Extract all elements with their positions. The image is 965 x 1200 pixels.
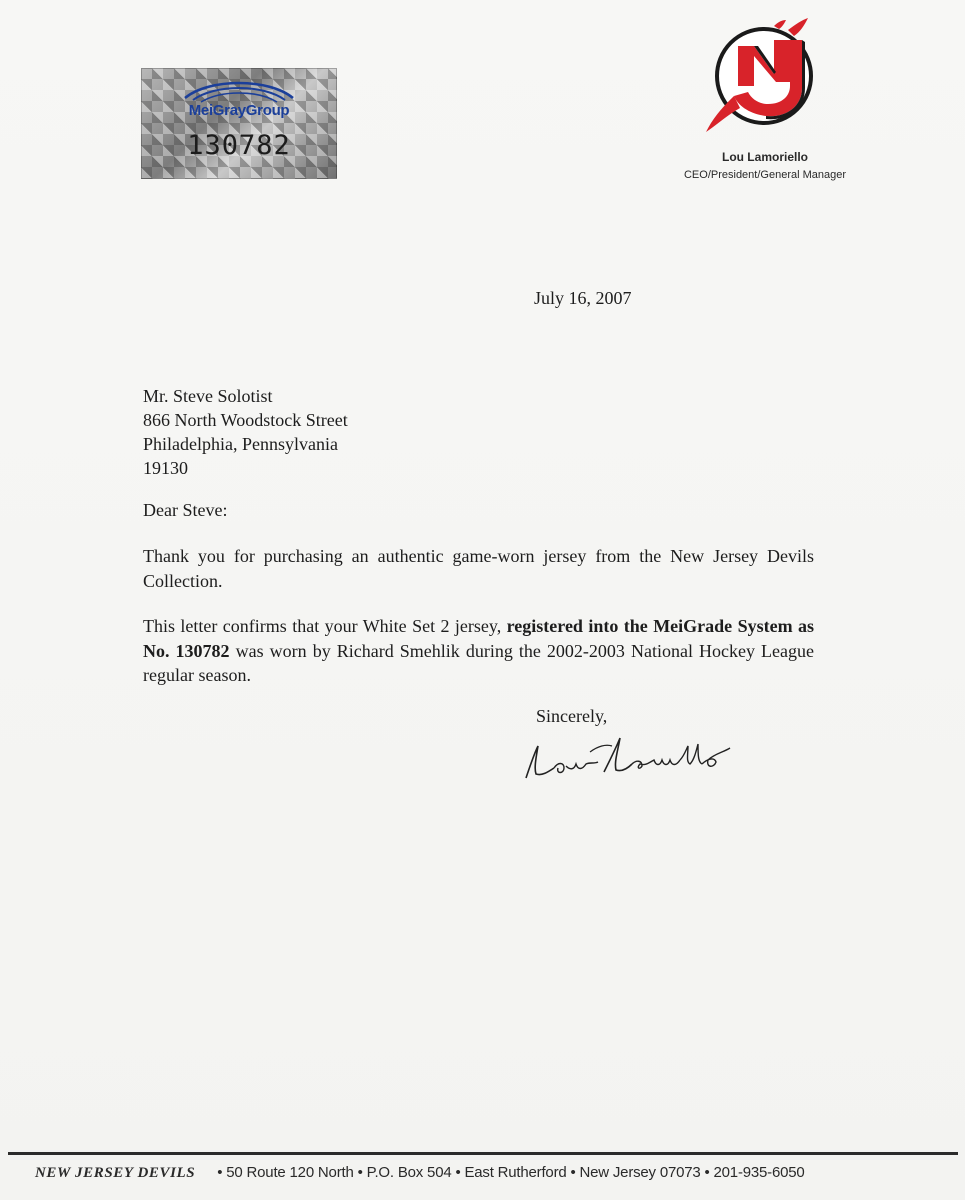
executive-title: CEO/President/General Manager <box>683 169 847 181</box>
meigray-arcs-icon <box>179 74 299 104</box>
salutation: Dear Steve: <box>143 500 228 520</box>
footer-address: • 50 Route 120 North • P.O. Box 504 • East Rutherford • New Jersey 07073 • 201-935-6050 <box>217 1164 805 1181</box>
letter-date: July 16, 2007 <box>534 288 632 308</box>
footer-team-name: NEW JERSEY DEVILS <box>35 1165 196 1181</box>
executive-name: Lou Lamoriello <box>721 150 808 164</box>
recipient-address <box>143 384 348 480</box>
signature <box>520 732 735 786</box>
recipient-city-state: Philadelphia, Pennsylvania <box>143 434 338 454</box>
recipient-name: Mr. Steve Solotist <box>143 386 273 406</box>
recipient-street: 866 North Woodstock Street <box>143 410 348 430</box>
footer-rule <box>8 1152 958 1155</box>
letterhead-footer <box>35 1164 955 1182</box>
hologram-sticker <box>141 68 337 179</box>
new-jersey-devils-logo-icon <box>704 16 824 134</box>
hologram-brand: MeiGrayGroup <box>188 102 290 119</box>
recipient-zip: 19130 <box>143 458 188 478</box>
paragraph-confirmation-end: was worn by Richard Smehlik during the 2002-2003 National Hockey League regular season. <box>143 640 815 685</box>
paragraph-confirmation-start: This letter confirms that your White Set 2 jersey, <box>143 616 507 636</box>
closing: Sincerely, <box>536 706 608 726</box>
registration-number-text: registered into the MeiGrade System as No. 130782 <box>143 616 814 661</box>
paragraph-confirmation <box>143 614 814 688</box>
hologram-serial: 130782 <box>187 130 291 161</box>
paragraph-thank-you: Thank you for purchasing an authentic game-worn jersey from the New Jersey Devils Collection. <box>143 546 814 591</box>
